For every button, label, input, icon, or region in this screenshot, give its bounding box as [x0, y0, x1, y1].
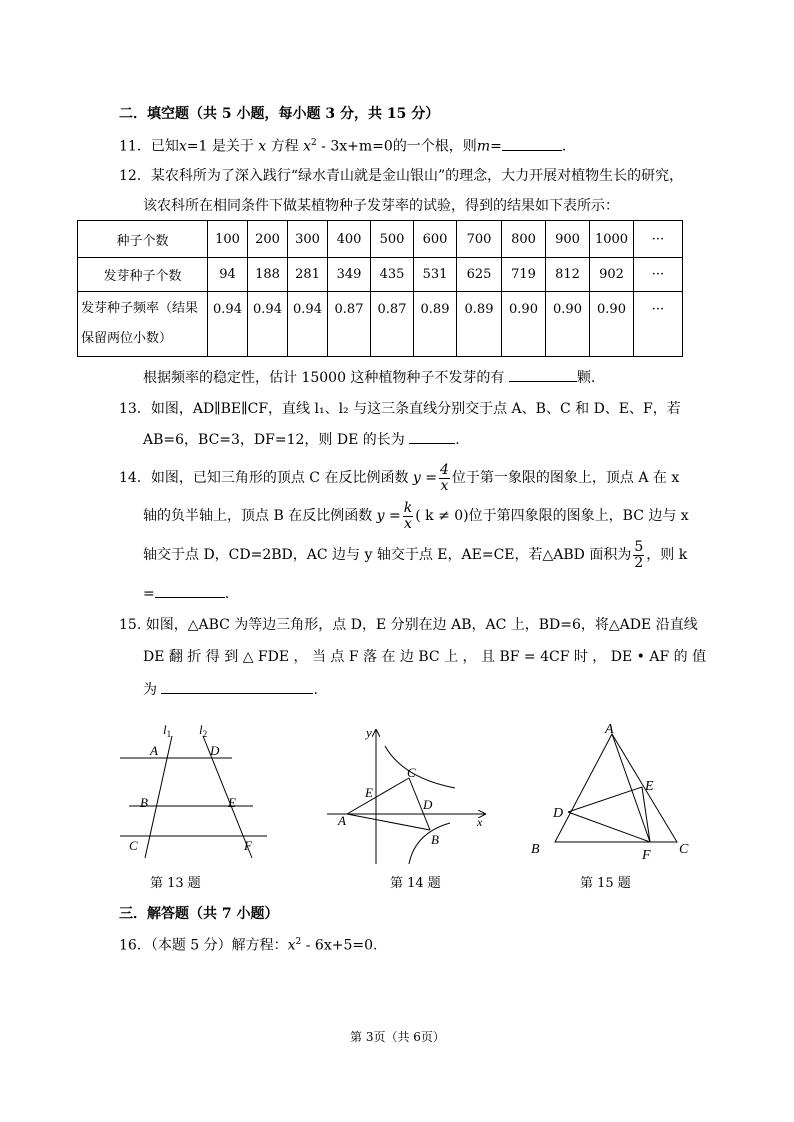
fraction-denominator: 2: [634, 554, 644, 571]
q14-text: ，则 k: [646, 547, 688, 563]
table-cell: 600: [414, 221, 457, 258]
figure-15: [525, 718, 700, 863]
table-cell: 1000: [590, 221, 634, 258]
table-cell: 0.90: [502, 292, 546, 357]
table-cell: 0.87: [328, 292, 371, 357]
q14-text: 位于第四象限的图象上，BC 边与 x: [468, 508, 689, 524]
table-cell: ···: [634, 292, 683, 357]
label-E: E: [365, 785, 373, 800]
table-cell: 0.89: [414, 292, 457, 357]
table-cell: 200: [248, 221, 288, 258]
table-row: [78, 221, 683, 258]
table-cell: 0.94: [208, 292, 248, 357]
question-number: 11．: [119, 138, 151, 155]
table-cell: 100: [208, 221, 248, 258]
label-B: B: [140, 795, 148, 810]
row-label: [78, 292, 208, 357]
label-B: B: [431, 832, 439, 847]
fraction-numerator: 5: [634, 538, 644, 555]
label-A: A: [338, 813, 346, 828]
question-number: 14．: [119, 470, 151, 486]
triangle-ABC: [555, 734, 677, 842]
caption-13: 第 13 题: [150, 876, 201, 891]
answer-blank[interactable]: [155, 583, 225, 598]
section-title: 二．填空题（共 5 小题，每小题 3 分，共 15 分）: [119, 106, 440, 122]
q14-text: 位于第一象限的图象上，顶点 A 在 x: [451, 470, 680, 486]
question-number: 13．: [119, 401, 151, 417]
answer-blank[interactable]: [409, 429, 455, 444]
q11-equation: x: [303, 138, 311, 155]
label-C: C: [407, 765, 416, 780]
fraction: [633, 540, 644, 571]
label-x: x: [477, 815, 483, 829]
q16-equation: - 6x+5=0.: [301, 937, 378, 954]
label-E: E: [228, 795, 236, 810]
q15-line2: DE 翻 折 得 到 △ FDE ， 当 点 F 落 在 边 BC 上 ， 且 BF = 4CF 时 ， DE • AF 的 值: [143, 649, 707, 665]
q13-text: 如图，AD∥BE∥CF，直线 l₁、l₂ 与这三条直线分别交于点 A、B、C 和 D、E、F，若: [150, 401, 681, 417]
label-D: D: [553, 806, 564, 821]
segment-DF: [568, 812, 650, 842]
table-cell: 349: [328, 258, 371, 292]
table-cell: 435: [371, 258, 414, 292]
q11-var: m: [476, 138, 491, 155]
question-11: [119, 133, 566, 157]
table-cell: 0.94: [248, 292, 288, 357]
q14-text: 如图，已知三角形的顶点 C 在反比例函数: [150, 470, 409, 486]
q11-equation: - 3x+m=0: [316, 138, 393, 155]
row-label-line: 发芽种子频率（结果: [81, 301, 199, 316]
label-A: A: [605, 722, 614, 737]
q11-text: =: [490, 138, 502, 155]
caption-15: 第 15 题: [580, 876, 631, 891]
answer-blank[interactable]: [502, 136, 562, 151]
answer-blank[interactable]: [161, 679, 313, 694]
table-cell: 0.94: [288, 292, 328, 357]
row-label-line: 保留两位小数）: [81, 331, 173, 346]
segment-AC: [347, 778, 409, 814]
segment-AB: [347, 814, 430, 830]
q14-formula: ( k ≠ 0): [415, 508, 469, 524]
q16-equation: x: [287, 937, 296, 954]
q11-text: =1 是关于: [186, 138, 254, 155]
table-row: [78, 258, 683, 292]
fraction-numerator: k: [403, 499, 413, 516]
table-cell: 625: [457, 258, 502, 292]
page-footer: 第 3页（共 6页）: [350, 1030, 445, 1044]
q11-exponent: 2: [311, 138, 317, 148]
curve-first-quadrant: [385, 746, 455, 788]
table-cell: 281: [288, 258, 328, 292]
label-C: C: [129, 838, 138, 853]
table-cell: 0.89: [457, 292, 502, 357]
row-label: 发芽种子个数: [78, 258, 208, 292]
label-B: B: [531, 842, 540, 857]
table-cell: 500: [371, 221, 414, 258]
q11-text: 方程: [270, 138, 299, 155]
table-cell: 800: [502, 221, 546, 258]
q14-text: 轴交于点 D，CD=2BD，AC 边与 y 轴交于点 E，AE=CE，若△ABD 面积为: [143, 547, 632, 563]
table-cell: 902: [590, 258, 634, 292]
fraction: [439, 463, 450, 494]
q15-text: .: [313, 682, 318, 698]
q12-text: 根据频率的稳定性，估计 15000 这种植物种子不发芽的有: [143, 370, 505, 386]
table-cell: 400: [328, 221, 371, 258]
fraction-denominator: x: [440, 477, 449, 494]
label-D: D: [210, 743, 220, 758]
label-y: y: [366, 725, 372, 740]
question-12: [119, 166, 683, 186]
table-cell: 0.87: [371, 292, 414, 357]
q16-text: （本题 5 分）解方程：: [150, 937, 288, 954]
q14-line4: [143, 583, 229, 604]
table-cell: 812: [546, 258, 590, 292]
label-C: C: [679, 842, 689, 857]
q15-text: 如图，△ABC 为等边三角形，点 D，E 分别在边 AB，AC 上，BD=6，将△ADE 沿直线: [145, 617, 698, 633]
q14-line2: [143, 498, 689, 534]
q12-text: 颗.: [576, 370, 596, 386]
table-cell: 188: [248, 258, 288, 292]
question-number: 15.: [119, 617, 142, 633]
table-cell: 94: [208, 258, 248, 292]
row-label: 种子个数: [78, 221, 208, 258]
section-title: 三．解答题（共 7 小题）: [119, 906, 279, 922]
answer-blank[interactable]: [509, 367, 577, 382]
question-16: [119, 932, 377, 956]
q15-text: 为: [143, 682, 157, 698]
table-cell: 0.90: [590, 292, 634, 357]
table-cell: 900: [546, 221, 590, 258]
table-cell: ···: [634, 258, 683, 292]
table-row: [78, 292, 683, 357]
q13-line2: [143, 429, 460, 450]
q12-after: [143, 367, 595, 388]
q14-formula: y =: [412, 470, 437, 486]
q14-formula: y =: [376, 508, 401, 524]
q11-text: 已知: [150, 138, 179, 155]
table-cell: 0.90: [546, 292, 590, 357]
q11-var: x: [258, 138, 267, 155]
table-cell: 700: [457, 221, 502, 258]
label-D: D: [423, 797, 433, 812]
q12-line2: 该农科所在相同条件下做某植物种子发芽率的试验，得到的结果如下表所示：: [143, 198, 619, 214]
question-number: 12．: [119, 168, 151, 184]
fraction: [403, 501, 413, 532]
q14-text: .: [224, 586, 230, 602]
label-F: F: [642, 848, 651, 863]
label-E: E: [645, 779, 654, 794]
question-13: [119, 399, 681, 419]
label-l2: $l_2$: [199, 722, 208, 739]
label-l1: $l_1$: [163, 722, 172, 739]
question-number: 16．: [119, 937, 151, 954]
table-cell: 719: [502, 258, 546, 292]
table-cell: ···: [634, 221, 683, 258]
question-14: [119, 460, 679, 496]
table-cell: 300: [288, 221, 328, 258]
germination-table: [77, 220, 683, 357]
fraction-denominator: x: [404, 515, 412, 532]
segment-DE: [568, 787, 642, 812]
figure-14: [325, 718, 495, 868]
table-cell: 531: [414, 258, 457, 292]
label-A: A: [150, 743, 158, 758]
q12-text: 某农科所为了深入践行“绿水青山就是金山银山”的理念，大力开展对植物生长的研究，: [150, 168, 684, 184]
q11-text: 的一个根，则: [392, 138, 477, 155]
question-15: [119, 615, 698, 635]
fraction-numerator: 4: [440, 461, 449, 478]
q14-text: =: [143, 586, 155, 602]
q13-text: AB=6，BC=3，DF=12，则 DE 的长为: [143, 432, 405, 448]
figure-13: [115, 718, 275, 863]
q16-exponent: 2: [295, 937, 302, 947]
q14-text: 轴的负半轴上，顶点 B 在反比例函数: [143, 508, 373, 524]
q15-line3: [143, 679, 318, 700]
q11-var: x: [178, 138, 187, 155]
q14-line3: [143, 537, 687, 573]
q11-text: .: [561, 138, 567, 155]
q13-text: .: [455, 432, 460, 448]
label-F: F: [244, 838, 252, 853]
caption-14: 第 14 题: [390, 876, 441, 891]
